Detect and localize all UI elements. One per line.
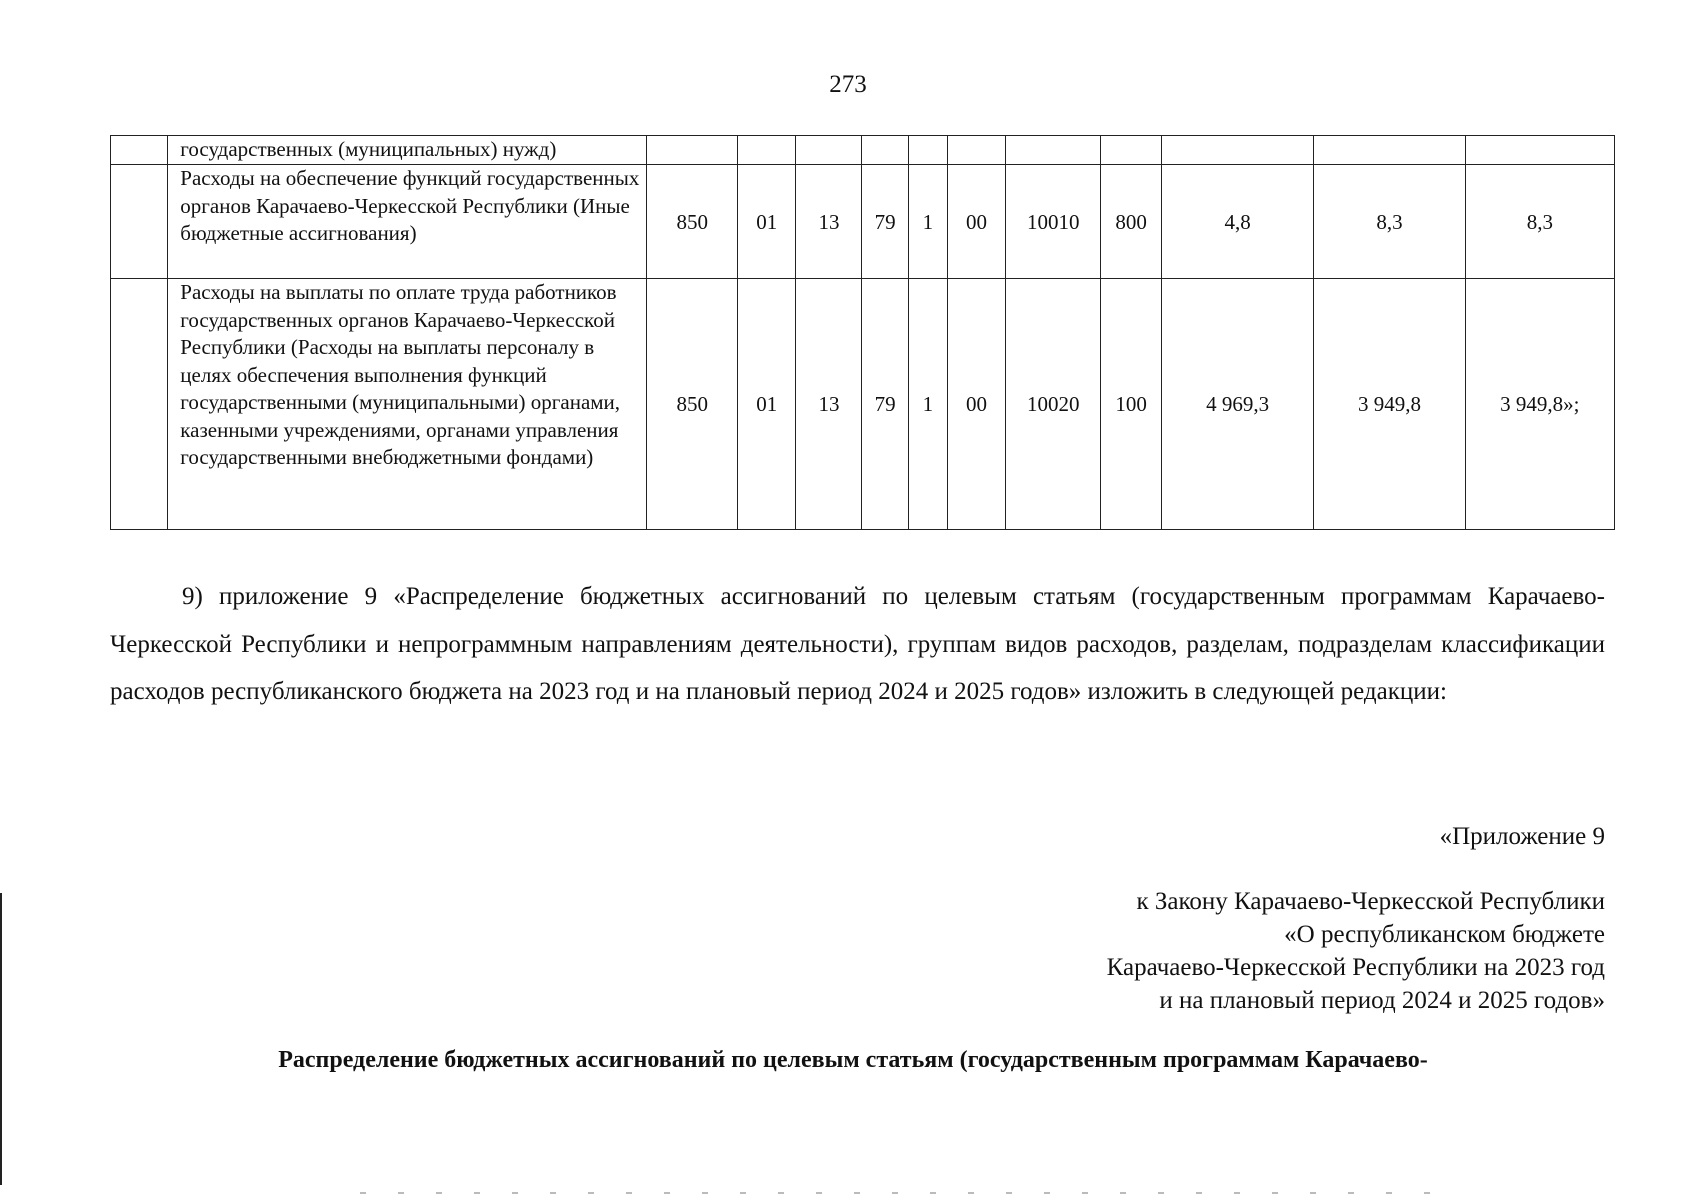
scan-bleed-through	[360, 1192, 1460, 1194]
subprogram-code-cell: 1	[908, 279, 947, 530]
section-code-cell: 01	[738, 279, 796, 530]
event-code-cell: 00	[947, 279, 1005, 530]
program-code-cell: 79	[862, 279, 908, 530]
budget-table	[110, 135, 1615, 530]
expense-type-code-cell	[1101, 136, 1162, 165]
table-row	[111, 165, 1615, 279]
appendix-reference	[1107, 885, 1605, 1017]
page-number: 273	[829, 71, 867, 98]
amount-2023-cell: 4 969,3	[1161, 279, 1313, 530]
amount-2024-cell: 3 949,8	[1314, 279, 1465, 530]
description-cell: Расходы на выплаты по оплате труда работников государственных органов Карачаево-Черкесской Республики (Расходы на выплаты персоналу в целях обеспечения выполнения функций государственными (муниципальными) органами, казенными учреждениями, органами управления государственными внебюджетными фондами)	[168, 279, 647, 530]
amount-2023-cell: 4,8	[1161, 165, 1313, 279]
amount-2023-cell	[1161, 136, 1313, 165]
section-heading: Распределение бюджетных ассигнований по целевым статьям (государственным программам Карачаево-	[278, 1047, 1428, 1073]
appendix-line: к Закону Карачаево-Черкесской Республики	[1136, 888, 1605, 915]
description-cell: государственных (муниципальных) нужд)	[168, 136, 647, 165]
ministry-code-cell	[647, 136, 738, 165]
amount-2024-cell: 8,3	[1314, 165, 1465, 279]
expense-type-code-cell: 100	[1101, 279, 1162, 530]
amount-2025-cell	[1465, 136, 1614, 165]
amendment-paragraph: 9) приложение 9 «Распределение бюджетных ассигнований по целевым статьям (государственным программам Карачаево-Черкесской Республики и непрограммным направлениям деятельности), группам видов расходов, разделам, подразделам классификации расходов республиканского бюджета на 2023 год и на плановый период 2024 и 2025 годов» изложить в следующей редакции:	[110, 583, 1605, 705]
appendix-line: Карачаево-Черкесской Республики на 2023 год	[1106, 954, 1605, 981]
program-code-cell	[862, 136, 908, 165]
subprogram-code-cell	[908, 136, 947, 165]
subsection-code-cell: 13	[796, 279, 862, 530]
direction-code-cell	[1006, 136, 1101, 165]
ministry-code-cell: 850	[647, 279, 738, 530]
section-code-cell: 01	[738, 165, 796, 279]
direction-code-cell: 10010	[1006, 165, 1101, 279]
expense-type-code-cell: 800	[1101, 165, 1162, 279]
scan-margin-line	[0, 893, 2, 1185]
table-row	[111, 136, 1615, 165]
appendix-line: и на плановый период 2024 и 2025 годов»	[1159, 987, 1605, 1014]
event-code-cell	[947, 136, 1005, 165]
subsection-code-cell	[796, 136, 862, 165]
ministry-code-cell: 850	[647, 165, 738, 279]
amount-2024-cell	[1314, 136, 1465, 165]
subsection-code-cell: 13	[796, 165, 862, 279]
table-row	[111, 279, 1615, 530]
section-code-cell	[738, 136, 796, 165]
appendix-title: «Приложение 9	[1439, 823, 1605, 850]
direction-code-cell: 10020	[1006, 279, 1101, 530]
amount-2025-cell: 3 949,8»;	[1465, 279, 1614, 530]
program-code-cell: 79	[862, 165, 908, 279]
subprogram-code-cell: 1	[908, 165, 947, 279]
amount-2025-cell: 8,3	[1465, 165, 1614, 279]
appendix-line: «О республиканском бюджете	[1284, 921, 1605, 948]
row-number-cell	[111, 165, 168, 279]
description-cell: Расходы на обеспечение функций государственных органов Карачаево-Черкесской Республики (Иные бюджетные ассигнования)	[168, 165, 647, 279]
row-number-cell	[111, 279, 168, 530]
row-number-cell	[111, 136, 168, 165]
event-code-cell: 00	[947, 165, 1005, 279]
